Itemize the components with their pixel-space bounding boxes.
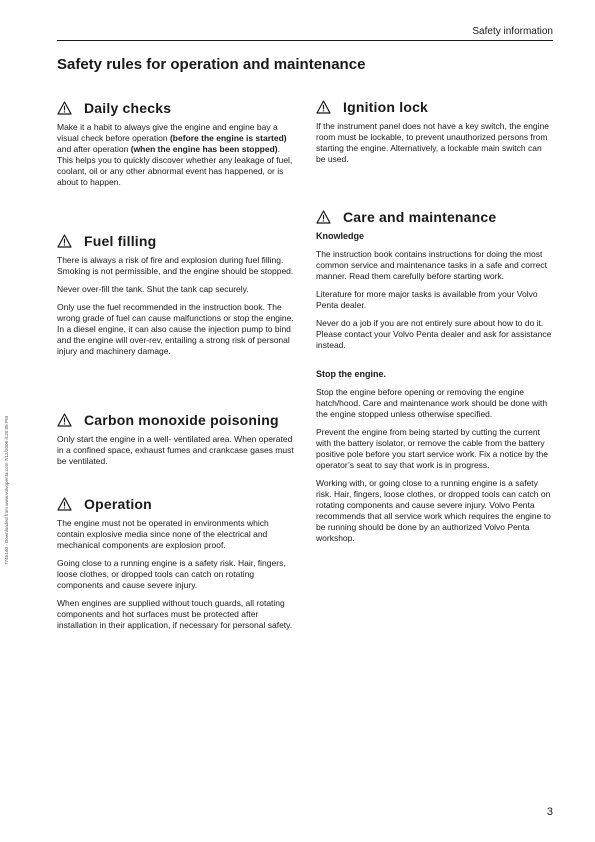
stop-engine-p3: Working with, or going close to a running engine is a safety risk. Hair, fingers, loose clothes, or dropped tools can catch on rotating components and cause severe injury. Volvo Penta recommends that all service work which requires the engine to be running should be done by an authorized Volvo Penta workshop. [316,478,551,543]
warning-triangle-icon [57,101,72,115]
ignition-lock-text: If the instrument panel does not have a key switch, the engine room must be lockable, to prevent unauthorized persons from starting the engine. Alternatively, a lockable main switch can be used. [316,121,549,164]
knowledge-p3: Never do a job if you are not entirely sure about how to do it. Please contact your Volvo Penta dealer and ask for assistance instead. [316,318,552,350]
warning-triangle-icon [57,413,72,427]
stop-engine-p1: Stop the engine before opening or removing the engine hatch/hood. Care and maintenance work should be done with the engine stopped unless otherwise specified. [316,387,548,419]
stop-engine-subheading: Stop the engine. [316,369,387,379]
section-care-maintenance [316,209,553,551]
warning-triangle-icon [57,234,72,248]
carbon-monoxide-heading: Carbon monoxide poisoning [57,412,294,428]
daily-checks-text: Make it a habit to always give the engine and engine bay a visual check before operation (before the engine is started) and after operation (when the engine has been stopped). This helps you to quickly discover whether any leakage of fuel, coolant, oil or any other abnormal event has happened, or is about to happen. [57,122,293,187]
knowledge-subheading: Knowledge [316,231,365,241]
section-daily-checks [57,100,294,195]
header-divider [57,40,553,41]
warning-triangle-icon [316,210,331,224]
operation-heading: Operation [57,496,294,512]
fuel-filling-p3: Only use the fuel recommended in the instruction book. The wrong grade of fuel can cause malfunctions or stop the engine. In a diesel engine, it can also cause the injection pump to bind and the engine will over-rev, entailing a strong risk of personal injury and machinery damage. [57,302,294,356]
knowledge-p1: The instruction book contains instructions for doing the most common service and maintenance tasks in a safe and correct manner. Read them carefully before starting work. [316,249,548,281]
stop-engine-p2: Prevent the engine from being started by cutting the current with the battery isolator, or remove the cable from the battery positive pole before you start service work. Fix a notice by the operator’s seat to say that work is in progress. [316,427,548,470]
operation-p1: The engine must not be operated in environments which contain explosive media since none of the electrical and mechanical components are explosion proof. [57,518,269,550]
operation-p2: Going close to a running engine is a safety risk. Hair, fingers, loose clothes, or dropped tools can catch on rotating components and cause severe injury. [57,558,286,590]
section-operation [57,496,294,638]
running-header: Safety information [472,26,553,37]
section-fuel-filling [57,233,294,364]
carbon-monoxide-text: Only start the engine in a well- ventilated area. When operated in a confined space, exhaust fumes and crankcase gases must be ventilated. [57,434,294,466]
warning-triangle-icon [57,497,72,511]
knowledge-p2: Literature for more major tasks is available from your Volvo Penta dealer. [316,289,538,310]
download-watermark: 7745140 - Downloaded from www.volvopenta.com 7/12/2006 4:20:05 PM [4,416,9,565]
fuel-filling-p1: There is always a risk of fire and explosion during fuel filling. Smoking is not permissible, and the engine should be stopped. [57,255,294,276]
section-carbon-monoxide [57,412,294,474]
care-maintenance-heading: Care and maintenance [316,209,553,225]
page-number: 3 [546,806,553,818]
operation-p3: When engines are supplied without touch guards, all rotating components and hot surfaces must be protected after installation in their application, if necessary for personal safety. [57,598,293,630]
warning-triangle-icon [316,100,331,114]
fuel-filling-p2: Never over-fill the tank. Shut the tank cap securely. [57,284,249,294]
daily-checks-heading: Daily checks [57,100,294,116]
page-title: Safety rules for operation and maintenance [57,56,366,73]
fuel-filling-heading: Fuel filling [57,233,294,249]
section-ignition-lock [316,99,553,172]
ignition-lock-heading: Ignition lock [316,99,553,115]
